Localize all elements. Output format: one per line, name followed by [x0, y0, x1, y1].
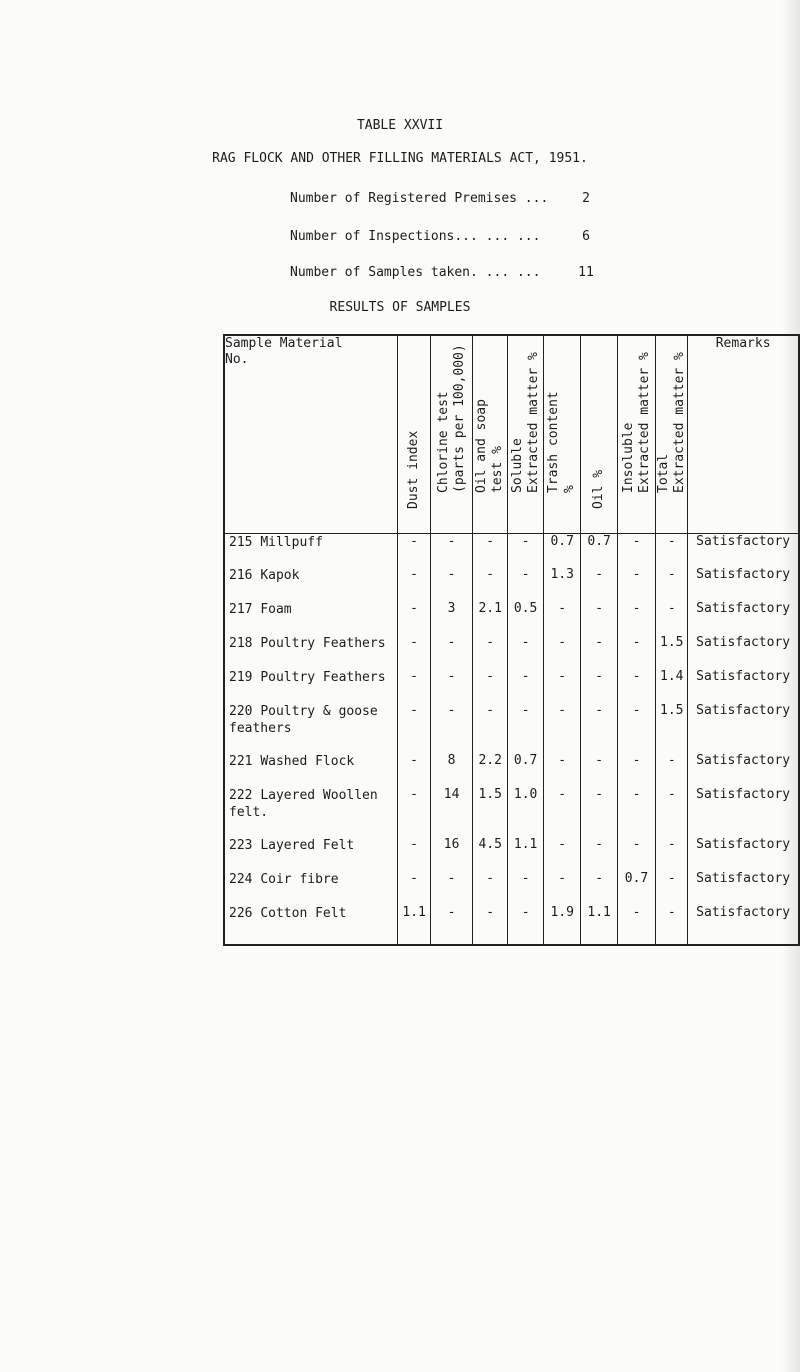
sample-material: Washed Flock [260, 754, 355, 769]
cell-total: - [656, 905, 688, 945]
cell-total: 1.5 [656, 703, 688, 753]
col-header-oil: Oil % [581, 335, 617, 533]
cell-insoluble: - [617, 601, 655, 635]
cell-oil-soap: - [472, 905, 507, 945]
cell-insoluble: - [617, 635, 655, 669]
cell-dust: - [397, 567, 430, 601]
cell-remarks: Satisfactory [688, 753, 799, 787]
cell-soluble: - [508, 669, 543, 703]
cell-oil: - [581, 635, 617, 669]
cell-oil: - [581, 787, 617, 837]
sample-number: 215 [229, 534, 253, 550]
cell-oil: 0.7 [581, 533, 617, 567]
table-row [224, 703, 799, 753]
cell-dust: - [397, 533, 430, 567]
cell-trash: - [543, 753, 581, 787]
cell-total: - [656, 753, 688, 787]
cell-chlorine: - [431, 669, 473, 703]
cell-chlorine: 14 [431, 787, 473, 837]
cell-oil-soap: - [472, 635, 507, 669]
cell-dust: - [397, 669, 430, 703]
cell-total: - [656, 837, 688, 871]
cell-chlorine: - [431, 871, 473, 905]
cell-insoluble: - [617, 567, 655, 601]
cell-chlorine: - [431, 567, 473, 601]
cell-remarks: Satisfactory [688, 635, 799, 669]
header-row [224, 335, 799, 533]
cell-insoluble: - [617, 787, 655, 837]
cell-trash: - [543, 669, 581, 703]
act-title: RAG FLOCK AND OTHER FILLING MATERIALS ACT, 1951. [212, 151, 588, 166]
cell-trash: - [543, 787, 581, 837]
cell-oil: - [581, 871, 617, 905]
cell-soluble: 1.0 [508, 787, 543, 837]
cell-oil-soap: - [472, 871, 507, 905]
cell-insoluble: - [617, 703, 655, 753]
cell-trash: - [543, 601, 581, 635]
sample-number: 216 [229, 568, 253, 583]
col-header-total: Total Extracted matter % [656, 335, 688, 533]
cell-soluble: 0.7 [508, 753, 543, 787]
results-table [223, 334, 800, 946]
cell-trash: 1.3 [543, 567, 581, 601]
table-row [224, 635, 799, 669]
cell-remarks: Satisfactory [688, 601, 799, 635]
col-header-dust: Dust index [397, 335, 430, 533]
cell-remarks: Satisfactory [688, 871, 799, 905]
cell-total: - [656, 601, 688, 635]
table-row [224, 567, 799, 601]
cell-soluble: 1.1 [508, 837, 543, 871]
cell-oil: - [581, 601, 617, 635]
cell-insoluble: - [617, 669, 655, 703]
sample-number: 222 [229, 788, 253, 803]
table-row [224, 871, 799, 905]
cell-chlorine: - [431, 905, 473, 945]
results-heading: RESULTS OF SAMPLES [329, 300, 471, 315]
cell-total: - [656, 567, 688, 601]
sample-cell [224, 703, 397, 753]
sample-number: 224 [229, 872, 253, 887]
sample-number: 223 [229, 838, 253, 853]
sample-material: Cotton Felt [260, 906, 347, 921]
cell-chlorine: 3 [431, 601, 473, 635]
cell-insoluble: - [617, 753, 655, 787]
cell-oil-soap: 2.2 [472, 753, 507, 787]
sample-material: Foam [260, 602, 292, 617]
cell-oil-soap: 2.1 [472, 601, 507, 635]
table-row [224, 787, 799, 837]
cell-remarks: Satisfactory [688, 669, 799, 703]
stat-label: Number of Inspections... ... ... [290, 229, 541, 244]
cell-remarks: Satisfactory [688, 703, 799, 753]
cell-oil: - [581, 837, 617, 871]
sample-material: Kapok [260, 568, 300, 583]
sample-number: 221 [229, 754, 253, 769]
table-row [224, 905, 799, 945]
stat-value: 11 [578, 265, 594, 280]
cell-dust: - [397, 703, 430, 753]
cell-dust: - [397, 753, 430, 787]
sample-cell [224, 635, 397, 669]
cell-dust: - [397, 837, 430, 871]
table-body [224, 533, 799, 945]
sample-material: Poultry Feathers [260, 670, 386, 685]
sample-material: Layered Woollen felt. [229, 788, 378, 820]
cell-soluble: - [508, 871, 543, 905]
sample-material: Layered Felt [260, 838, 355, 853]
cell-trash: 1.9 [543, 905, 581, 945]
stat-label: Number of Registered Premises ... [290, 191, 549, 206]
cell-oil: - [581, 669, 617, 703]
col-header-sample: Sample Material No. [224, 335, 397, 533]
cell-trash: - [543, 871, 581, 905]
sample-material: Millpuff [260, 534, 323, 550]
sample-number: 219 [229, 670, 253, 685]
sample-cell [224, 837, 397, 871]
cell-dust: - [397, 871, 430, 905]
sample-cell [224, 753, 397, 787]
cell-dust: - [397, 635, 430, 669]
col-header-trash: Trash content % [543, 335, 581, 533]
cell-trash: 0.7 [543, 533, 581, 567]
cell-oil: - [581, 567, 617, 601]
sample-cell [224, 567, 397, 601]
stat-value: 2 [582, 191, 590, 206]
col-header-remarks: Remarks [688, 335, 799, 533]
cell-oil-soap: 4.5 [472, 837, 507, 871]
cell-oil: - [581, 753, 617, 787]
cell-oil-soap: - [472, 703, 507, 753]
cell-oil-soap: - [472, 669, 507, 703]
sample-number: 217 [229, 602, 253, 617]
cell-soluble: - [508, 635, 543, 669]
sample-material: Poultry & goose feathers [229, 704, 378, 736]
cell-insoluble: 0.7 [617, 871, 655, 905]
cell-oil: - [581, 703, 617, 753]
col-header-insoluble: Insoluble Extracted matter % [617, 335, 655, 533]
table-row [224, 669, 799, 703]
cell-trash: - [543, 837, 581, 871]
cell-dust: - [397, 601, 430, 635]
cell-soluble: - [508, 703, 543, 753]
cell-soluble: - [508, 905, 543, 945]
stat-value: 6 [582, 229, 590, 244]
sample-material: Poultry Feathers [260, 636, 386, 651]
cell-trash: - [543, 635, 581, 669]
cell-chlorine: - [431, 703, 473, 753]
sample-number: 220 [229, 704, 253, 719]
sample-cell [224, 871, 397, 905]
table-row [224, 753, 799, 787]
col-header-soluble: Soluble Extracted matter % [508, 335, 543, 533]
cell-dust: 1.1 [397, 905, 430, 945]
cell-trash: - [543, 703, 581, 753]
cell-total: - [656, 871, 688, 905]
cell-chlorine: 16 [431, 837, 473, 871]
cell-oil-soap: - [472, 567, 507, 601]
table-row [224, 837, 799, 871]
col-header-chlorine: Chlorine test (parts per 100,000) [431, 335, 473, 533]
col-header-oil-soap: Oil and soap test % [472, 335, 507, 533]
cell-total: - [656, 787, 688, 837]
cell-total: 1.5 [656, 635, 688, 669]
sample-cell [224, 669, 397, 703]
cell-insoluble: - [617, 837, 655, 871]
table-row [224, 533, 799, 567]
cell-chlorine: - [431, 635, 473, 669]
cell-chlorine: - [431, 533, 473, 567]
cell-total: - [656, 533, 688, 567]
sample-number: 218 [229, 636, 253, 651]
cell-soluble: 0.5 [508, 601, 543, 635]
stat-label: Number of Samples taken. ... ... [290, 265, 541, 280]
sample-cell [224, 601, 397, 635]
cell-total: 1.4 [656, 669, 688, 703]
cell-chlorine: 8 [431, 753, 473, 787]
sample-cell [224, 787, 397, 837]
sample-material: Coir fibre [260, 872, 339, 887]
cell-oil: 1.1 [581, 905, 617, 945]
cell-remarks: Satisfactory [688, 567, 799, 601]
cell-remarks: Satisfactory [688, 837, 799, 871]
cell-dust: - [397, 787, 430, 837]
sample-cell [224, 533, 397, 567]
cell-remarks: Satisfactory [688, 533, 799, 567]
cell-remarks: Satisfactory [688, 787, 799, 837]
sample-number: 226 [229, 906, 253, 921]
cell-remarks: Satisfactory [688, 905, 799, 945]
table-number: TABLE XXVII [356, 118, 444, 133]
sample-cell [224, 905, 397, 945]
cell-insoluble: - [617, 533, 655, 567]
cell-oil-soap: 1.5 [472, 787, 507, 837]
cell-oil-soap: - [472, 533, 507, 567]
cell-insoluble: - [617, 905, 655, 945]
cell-soluble: - [508, 567, 543, 601]
table-row [224, 601, 799, 635]
cell-soluble: - [508, 533, 543, 567]
